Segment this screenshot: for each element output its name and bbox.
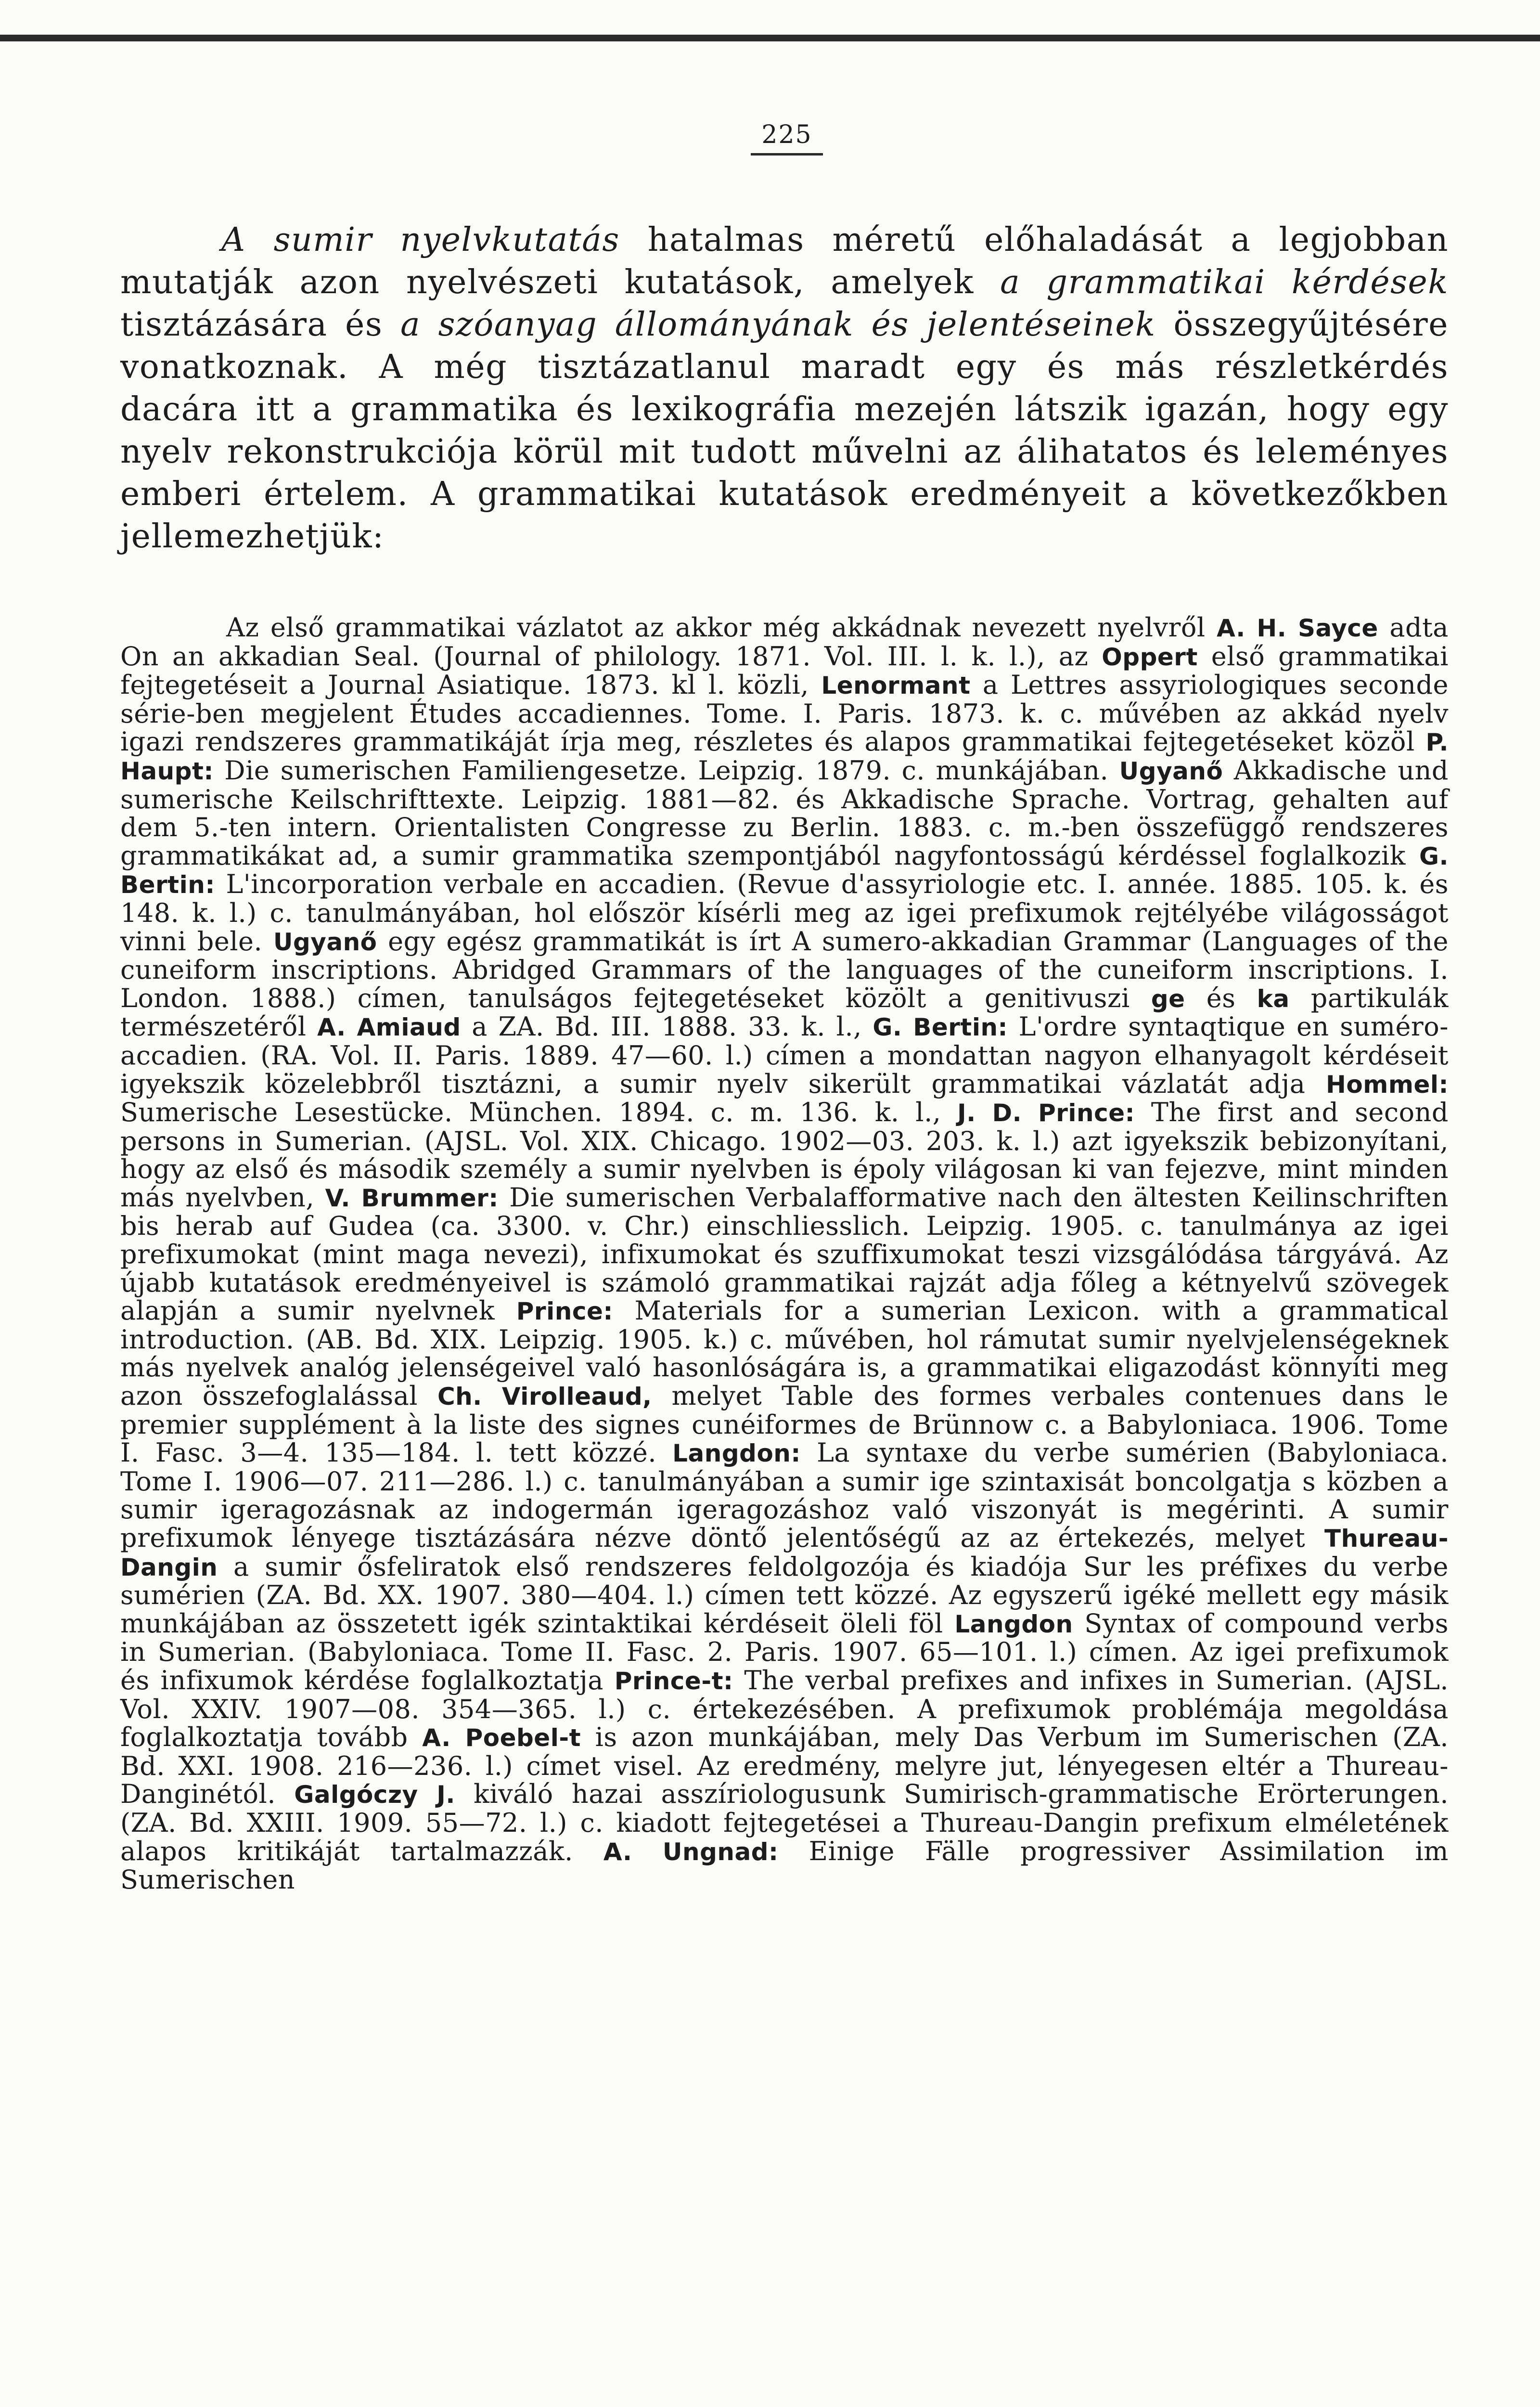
author-name: A. Ungnad:	[603, 1838, 779, 1866]
author-name: Thureau-Dangin	[120, 1525, 1449, 1581]
author-name: Prince:	[516, 1297, 613, 1326]
text-run: is azon munkájában, mely Das Verbum im Sumerischen (ZA. Bd. XXI. 1908. 216—236. l.) címet visel. Az eredmény, melyre jut, lényegesen eltér a Thureau-Danginétól.	[120, 1722, 1449, 1810]
text-run: Die sumerischen Familiengesetze. Leipzig. 1879. c. munkájában.	[213, 755, 1119, 786]
text-run: Akkadische und sumerische Keilschrifttexte. Leipzig. 1881—82. és Akkadische Sprache. Vortrag, gehalten auf dem 5.-ten intern. Orientalisten Congresse zu Berlin. 1883. c. m.-ben összefüggő rendszeres grammatikákat ad, a sumir grammatika szempontjából nagyfontosságú kérdéssel foglalkozik	[120, 755, 1449, 871]
text-run: The verbal prefixes and infixes in Sumerian. (AJSL. Vol. XXIV. 1907—08. 354—365. l.) c. értekezésében. A prefixumok problémája megoldása foglalkoztatja tovább	[120, 1665, 1449, 1753]
text-run: Sumerische Lesestücke. München. 1894. c. m. 136. k. l.,	[120, 1097, 958, 1128]
intro-text: tisztázására és	[120, 306, 400, 344]
text-run: Syntax of compound verbs in Sumerian. (Babyloniaca. Tome II. Fasc. 2. Paris. 1907. 65—101. l.) címen. Az igei prefixumok és infixumok kérdése foglalkoztatja	[120, 1608, 1449, 1695]
author-name: Lenormant	[821, 672, 971, 700]
author-name: A. H. Sayce	[1217, 614, 1378, 642]
text-run: a sumir ősfeliratok első rendszeres feldolgozója és kiadója Sur les préfixes du verbe sumérien (ZA. Bd. XX. 1907. 380—404. l.) címen tett közzé. Az egyszerű igéké mellett egy másik munkájában az összetett igék szintaktikai kérdéseit öleli föl	[120, 1551, 1449, 1639]
author-name: A. Amiaud	[317, 1013, 461, 1042]
author-name: Prince-t:	[614, 1667, 733, 1695]
text-run: partikulák természetéről	[120, 983, 1449, 1042]
author-name: A. Poebel-t	[422, 1724, 581, 1752]
italic-phrase: a grammatikai kérdések	[1000, 263, 1449, 301]
text-run: La syntaxe du verbe sumérien (Babyloniaca. Tome I. 1906—07. 211—286. l.) c. tanulmányában a sumir ige szintaxisát boncolgatja s közben a sumir igeragozásnak az indogermán igeragozáshoz való viszonyát is megérinti. A sumir prefixumok lényege tisztázására nézve döntő jelentőségű az az értekezés, melyet	[120, 1437, 1449, 1553]
author-name: Ch. Virolleaud,	[437, 1383, 652, 1411]
text-run: kiváló hazai asszíriologusunk Sumirisch-grammatische Erörterungen. (ZA. Bd. XXIII. 1909. 55—72. l.) c. kiadott fejtegetései a Thureau-Dangin prefixum elméletének alapos kritikáját tartalmazzák.	[120, 1779, 1449, 1866]
author-name: Hommel:	[1326, 1070, 1449, 1099]
author-name: Langdon	[954, 1610, 1073, 1638]
page-number: 225	[761, 120, 812, 149]
particle-term: ge	[1151, 984, 1185, 1013]
author-name: G. Bertin:	[873, 1013, 1008, 1042]
bibliography-paragraph	[120, 614, 1449, 1894]
text-run: Materials for a sumerian Lexicon. with a grammatical introduction. (AB. Bd. XIX. Leipzig. 1905. k.) c. művében, hol rámutat sumir nyelvjelenségeknek más nyelvek analóg jelenségeivel való hasonlóságára is, a grammatikai eligazodást könnyíti meg azon összefoglalással	[120, 1295, 1449, 1411]
author-name: Galgóczy J.	[294, 1781, 455, 1809]
author-name: Oppert	[1102, 643, 1198, 671]
intro-text: összegyűjtésére vonatkoznak. A még tisztázatlanul maradt egy és más részletkérdés dacára itt a grammatika és lexikográfia mezején látszik igazán, hogy egy nyelv rekonstrukciója körül mit tudott művelni az álihatatos és leleményes emberi értelem. A grammatikai kutatások eredményeit a következőkben jellemezhetjük:	[120, 306, 1449, 556]
text-run: a ZA. Bd. III. 1888. 33. k. l.,	[461, 1011, 873, 1042]
author-name: P. Haupt:	[120, 728, 1449, 785]
author-name: Ugyanő	[1119, 757, 1223, 785]
text-run: melyet Table des formes verbales contenues dans le premier supplément à la liste des signes cunéiformes de Brünnow c. a Babyloniaca. 1906. Tome I. Fasc. 3—4. 135—184. l. tett közzé.	[120, 1381, 1449, 1468]
text-run: Az első grammatikai vázlatot az akkor még akkádnak nevezett nyelvről	[226, 612, 1217, 643]
top-page-rule	[0, 35, 1540, 41]
text-run: Einige Fälle progressiver Assimilation im Sumerischen	[120, 1836, 1449, 1895]
text-run: The first and second persons in Sumerian. (AJSL. Vol. XIX. Chicago. 1902—03. 203. k. l.) azt igyekszik bebizonyítani, hogy az első és második személy a sumir nyelvben is époly világosan ki van fejezve, mint minden más nyelvben,	[120, 1097, 1449, 1213]
text-run: és	[1185, 983, 1257, 1013]
author-name: Langdon:	[672, 1439, 801, 1468]
text-run: Die sumerischen Verbalafformative nach den ältesten Keilinschriften bis herab auf Gudea (ca. 3300. v. Chr.) einschliesslich. Leipzig. 1905. c. tanulmánya az igei prefixumokat (mint maga nevezi), infixumokat és szuffixumokat teszi vizsgálódása tárgyává. Az újabb kutatások eredményeivel is számoló grammatikai rajzát adja főleg a kétnyelvű szövegek alapján a sumir nyelvnek	[120, 1182, 1449, 1326]
text-run: a Lettres assyriologiques seconde série-ben megjelent Études accadiennes. Tome. I. Paris. 1873. k. c. művében az akkád nyelv igazi rendszeres grammatikáját írja meg, részletes és alapos grammatikai fejtegetéseket közöl	[120, 670, 1449, 757]
page-number-underline	[751, 153, 823, 155]
author-name: V. Brummer:	[325, 1184, 499, 1212]
text-run: első grammatikai fejtegetéseit a Journal Asiatique. 1873. kl l. közli,	[120, 641, 1449, 700]
author-name: G. Bertin:	[120, 842, 1449, 899]
text-run: adta On an akkadian Seal. (Journal of philology. 1871. Vol. III. l. k. l.), az	[120, 612, 1449, 672]
text-run: egy egész grammatikát is írt A sumero-akkadian Grammar (Languages of the cuneiform inscriptions. Abridged Grammars of the languages of the cuneiform inscriptions. I. London. 1888.) címen, tanulságos fejtegetéseket közölt a genitivuszi	[120, 926, 1449, 1013]
text-run: L'ordre syntaqtique en suméro-accadien. (RA. Vol. II. Paris. 1889. 47—60. l.) címen a mondattan nagyon elhanyagolt kérdéseit igyekszik közelebbről tisztázni, a sumir nyelv sikerült grammatikai vázlatát adja	[120, 1011, 1449, 1099]
italic-phrase: a szóanyag állományának és jelentéseinek	[400, 306, 1156, 344]
author-name: J. D. Prince:	[957, 1099, 1135, 1127]
author-name: Ugyanő	[273, 928, 377, 956]
text-run: L'incorporation verbale en accadien. (Revue d'assyriologie etc. I. année. 1885. 105. k. és 148. k. l.) c. tanulmányában, hol először kísérli meg az igei prefixumok rejtélyébe világosságot vinni bele.	[120, 869, 1449, 957]
intro-text: hatalmas méretű előhaladását a legjobban mutatják azon nyelvészeti kutatások, amelyek	[120, 221, 1449, 301]
italic-phrase: A sumir nyelvkutatás	[221, 221, 620, 259]
particle-term: ka	[1257, 984, 1290, 1013]
intro-paragraph	[120, 219, 1449, 558]
